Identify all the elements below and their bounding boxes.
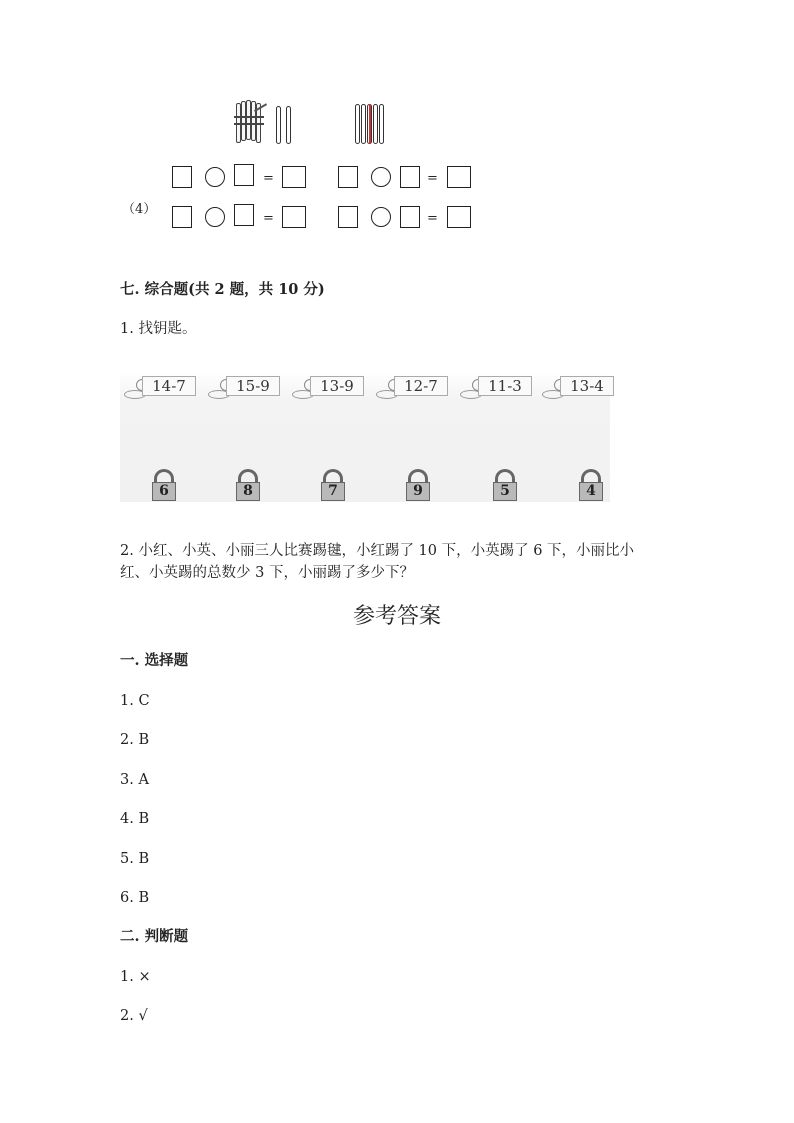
lock-number: 5: [493, 482, 517, 501]
answer-item: 4. B: [120, 811, 150, 827]
answer-item: 5. B: [120, 851, 150, 867]
single-stick-picture: [286, 106, 291, 144]
lock-number: 8: [236, 482, 260, 501]
key: [456, 374, 536, 398]
key-label: 14-7: [142, 376, 196, 396]
lock: [236, 469, 260, 501]
lock: [579, 469, 603, 501]
answer-box[interactable]: [282, 166, 306, 188]
answer-box[interactable]: [282, 206, 306, 228]
problem-4-label: （4）: [122, 202, 157, 217]
key-label: 13-9: [310, 376, 364, 396]
answer-item: 6. B: [120, 890, 150, 906]
question-7-1: 1. 找钥匙。: [120, 321, 197, 337]
lock: [493, 469, 517, 501]
answer-box[interactable]: [172, 166, 192, 188]
lock-number: 9: [406, 482, 430, 501]
answers-title: 参考答案: [352, 604, 441, 629]
answer-item: 1. ×: [120, 969, 151, 985]
lock: [321, 469, 345, 501]
operator-circle[interactable]: [205, 207, 225, 227]
sticks-group-picture: [355, 104, 391, 146]
operator-circle[interactable]: [371, 207, 391, 227]
answer-item: 1. C: [120, 693, 150, 709]
operator-circle[interactable]: [371, 167, 391, 187]
lock: [152, 469, 176, 501]
equals-sign: =: [427, 171, 438, 186]
answer-box[interactable]: [338, 206, 358, 228]
answer-box[interactable]: [234, 164, 254, 186]
answer-item: 3. A: [120, 772, 149, 788]
answer-item: 2. √: [120, 1008, 148, 1024]
answer-item: 2. B: [120, 732, 150, 748]
lock-number: 4: [579, 482, 603, 501]
answer-box[interactable]: [400, 166, 420, 188]
key: [288, 374, 368, 398]
answer-box[interactable]: [172, 206, 192, 228]
answer-box[interactable]: [338, 166, 358, 188]
key-label: 12-7: [394, 376, 448, 396]
keys-and-locks-picture: [120, 371, 610, 502]
bundle-of-sticks-picture: [232, 100, 272, 146]
answer-box[interactable]: [447, 166, 471, 188]
lock-number: 6: [152, 482, 176, 501]
key: [538, 374, 618, 398]
answer-box[interactable]: [400, 206, 420, 228]
equals-sign: =: [263, 211, 274, 226]
operator-circle[interactable]: [205, 167, 225, 187]
equals-sign: =: [427, 211, 438, 226]
lock: [406, 469, 430, 501]
equals-sign: =: [263, 171, 274, 186]
key: [120, 374, 200, 398]
question-7-2-line-1: 2. 小红、小英、小丽三人比赛踢毽，小红踢了 10 下，小英踢了 6 下，小丽比小: [120, 543, 635, 559]
answer-box[interactable]: [234, 204, 254, 226]
answers-section-1-heading: 一. 选择题: [120, 652, 189, 669]
lock-number: 7: [321, 482, 345, 501]
answers-section-2-heading: 二. 判断题: [120, 928, 189, 945]
single-stick-picture: [276, 106, 281, 144]
key-label: 11-3: [478, 376, 532, 396]
section-7-heading: 七. 综合题(共 2 题，共 10 分): [120, 281, 325, 298]
key-label: 15-9: [226, 376, 280, 396]
answer-box[interactable]: [447, 206, 471, 228]
key: [372, 374, 452, 398]
question-7-2-line-2: 红、小英踢的总数少 3 下，小丽踢了多少下？: [120, 565, 414, 581]
key: [204, 374, 284, 398]
key-label: 13-4: [560, 376, 614, 396]
